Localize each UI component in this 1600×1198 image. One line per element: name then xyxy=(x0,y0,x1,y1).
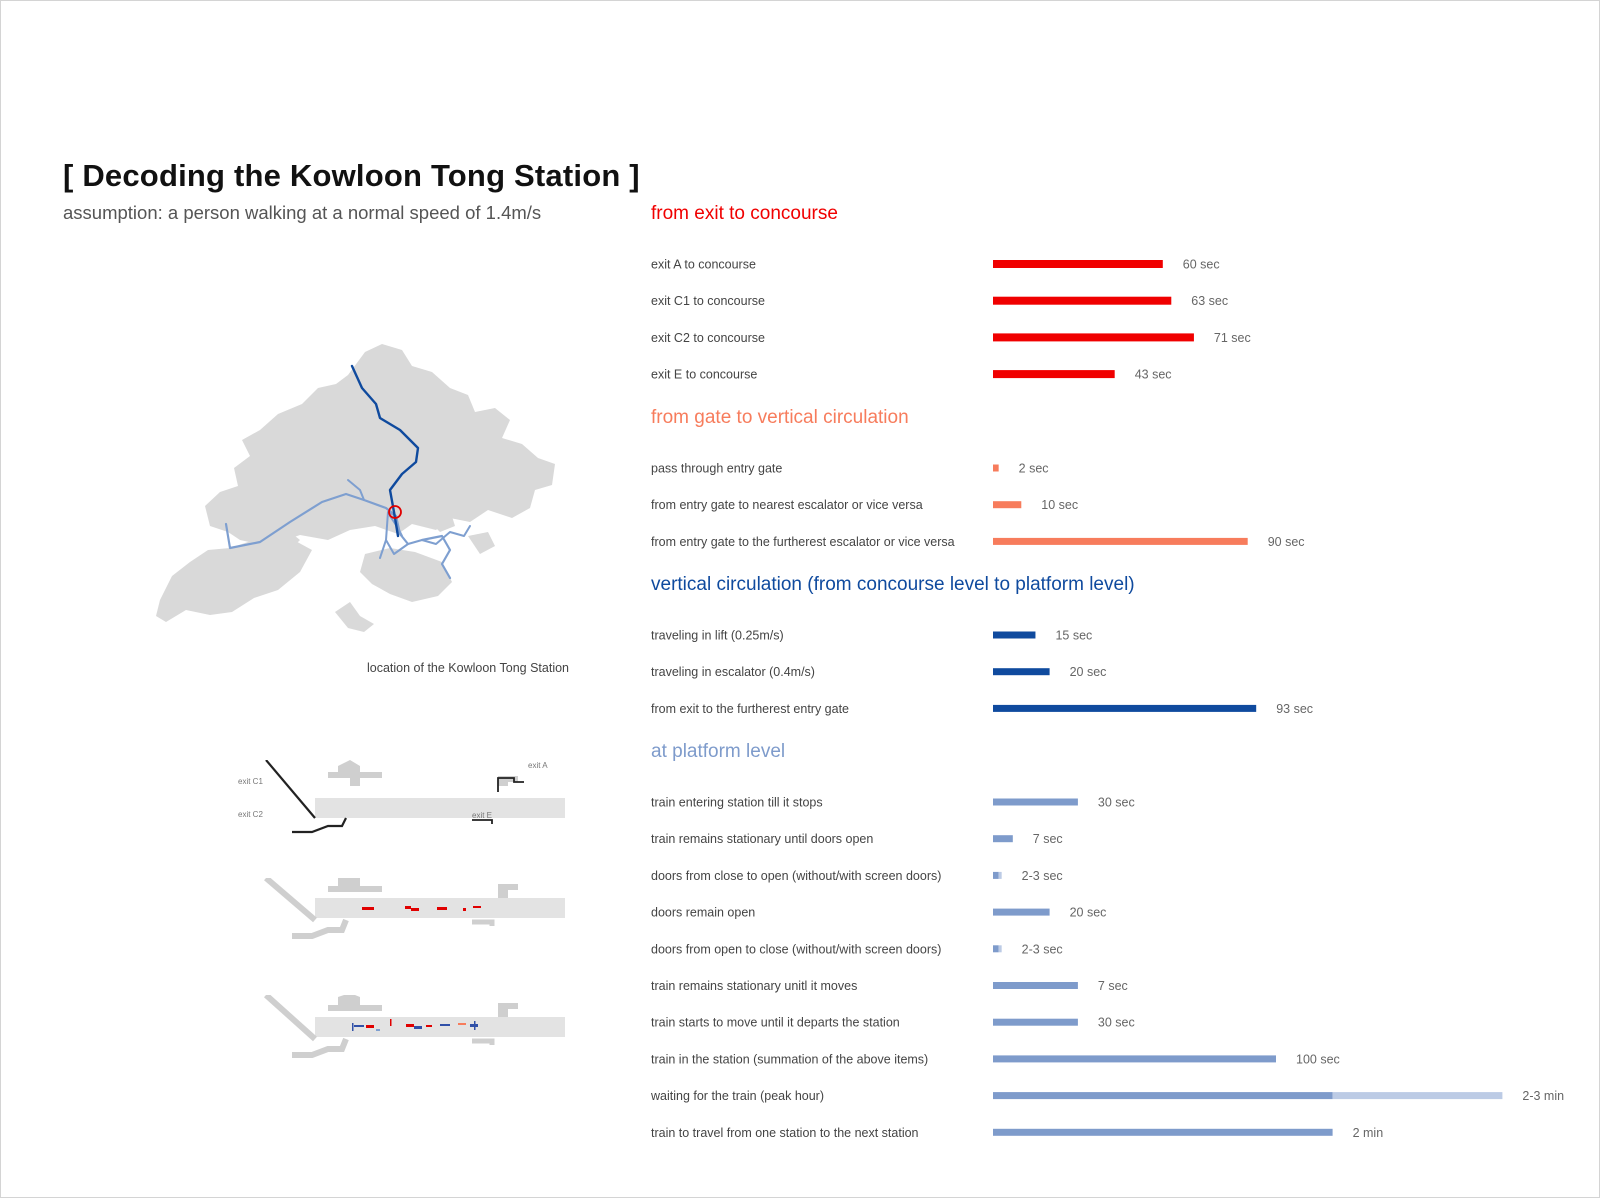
bar-value-label: 60 sec xyxy=(1182,257,1220,272)
bar-label: doors from open to close (without/with screen doors) xyxy=(651,942,942,957)
bar-label: traveling in lift (0.25m/s) xyxy=(651,628,784,643)
bar-label: train entering station till it stops xyxy=(651,795,823,810)
exit-c1-path xyxy=(266,760,315,818)
bar-label: pass through entry gate xyxy=(651,461,783,476)
bar-label: doors from close to open (without/with screen doors) xyxy=(651,868,942,883)
platform-block xyxy=(315,798,565,818)
bar-value-label: 2-3 min xyxy=(1522,1089,1565,1104)
exit-e-path xyxy=(472,820,492,824)
bar-value-label: 20 sec xyxy=(1069,665,1107,680)
section-title: vertical circulation (from concourse level to platform level) xyxy=(651,574,1135,595)
bar-value-label: 30 sec xyxy=(1097,795,1135,810)
bar-value-label: 20 sec xyxy=(1069,905,1107,920)
bar-value-label: 93 sec xyxy=(1276,701,1314,716)
bar-value-label: 2 min xyxy=(1352,1125,1384,1140)
bar-value-label: 30 sec xyxy=(1097,1015,1135,1030)
exit-c2-path xyxy=(292,818,346,832)
bar-label: from exit to the furtherest entry gate xyxy=(651,701,850,716)
bar-label: doors remain open xyxy=(651,905,756,920)
bar-label: exit C1 to concourse xyxy=(651,294,765,309)
bar-value-label: 90 sec xyxy=(1267,534,1305,549)
bar-value-label: 7 sec xyxy=(1097,979,1128,993)
exit-a-label: exit A xyxy=(528,761,548,770)
bar-label: train remains stationary until doors open xyxy=(651,832,874,847)
bar-value-label: 2-3 sec xyxy=(1021,868,1063,883)
bar-value-label: 43 sec xyxy=(1134,367,1172,382)
bar-value-label: 10 sec xyxy=(1041,498,1079,513)
map-caption: location of the Kowloon Tong Station xyxy=(367,661,569,675)
bar-label: from entry gate to nearest escalator or vice versa xyxy=(651,498,923,513)
bar-label: train to travel from one station to the next station xyxy=(651,1125,919,1140)
bar-label: train starts to move until it departs the station xyxy=(651,1015,900,1030)
hong-kong-map xyxy=(150,340,570,640)
bar-label: waiting for the train (peak hour) xyxy=(651,1089,825,1104)
bar-value-label: 7 sec xyxy=(1032,832,1063,847)
bar-value-label: 15 sec xyxy=(1055,628,1093,643)
exit-e-label: exit E xyxy=(472,811,493,820)
station-train-diagram xyxy=(230,878,580,988)
bar-label: exit C2 to concourse xyxy=(651,330,765,345)
page-subtitle: assumption: a person walking at a normal speed of 1.4m/s xyxy=(63,202,542,223)
bar-value-label: 63 sec xyxy=(1191,294,1229,309)
bar-label: train in the station (summation of the above items) xyxy=(651,1052,929,1067)
bar-label: from entry gate to the furtherest escalator or vice versa xyxy=(651,534,955,549)
exit-c1-label: exit C1 xyxy=(238,777,263,786)
bar-value-label: 71 sec xyxy=(1213,330,1251,345)
bar-value-label: 100 sec xyxy=(1296,1052,1340,1067)
bar-label: exit A to concourse xyxy=(651,257,756,272)
bar-label: traveling in escalator (0.4m/s) xyxy=(651,665,815,680)
map-landmass xyxy=(156,344,555,632)
concourse-block xyxy=(328,760,382,786)
station-boarding-diagram xyxy=(230,995,580,1105)
page-title: [ Decoding the Kowloon Tong Station ] xyxy=(63,158,640,193)
exit-c2-label: exit C2 xyxy=(238,810,263,819)
bar-label: train remains stationary unitl it moves xyxy=(651,979,858,993)
section-title: from exit to concourse xyxy=(651,203,838,224)
section-title: at platform level xyxy=(651,741,786,762)
bar-value-label: 2-3 sec xyxy=(1021,942,1063,957)
section-title: from gate to vertical circulation xyxy=(651,407,909,428)
bar-value-label: 2 sec xyxy=(1018,461,1049,476)
station-exits-diagram xyxy=(230,760,580,870)
bar-label: exit E to concourse xyxy=(651,367,758,382)
